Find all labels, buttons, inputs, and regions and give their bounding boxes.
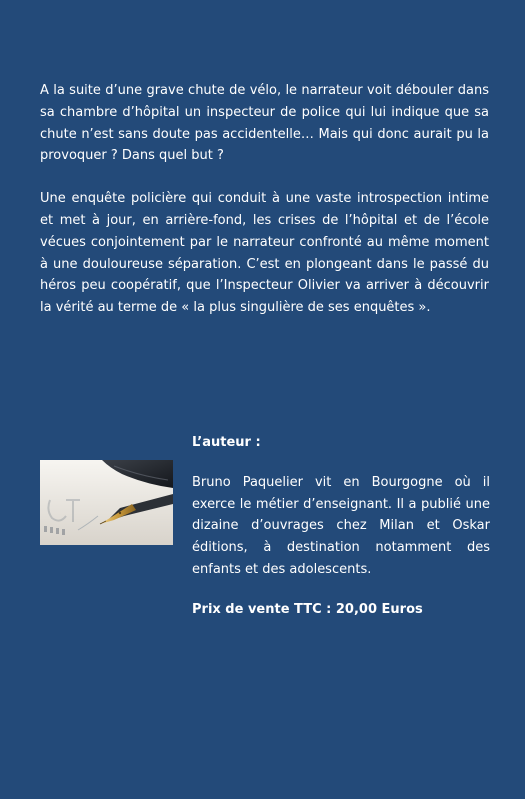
fountain-pen-icon <box>40 460 173 545</box>
author-photo <box>40 460 173 545</box>
price-label: Prix de vente TTC : 20,00 Euros <box>192 601 423 617</box>
synopsis-paragraph-2: Une enquête policière qui conduit à une vaste introspection intime et met à jour, en arrière-fond, les crises de l’hôpital et de l’école vécues conjointement par le narrateur confronté au même moment à une douloureuse séparation. C’est en plongeant dans le passé du héros peu coopératif, que l’Inspecteur Olivier va arriver à découvrir la vérité au terme de « la plus singulière de ses enquêtes ». <box>40 191 489 316</box>
author-heading: L’auteur : <box>192 435 261 450</box>
author-section <box>192 432 490 621</box>
synopsis-paragraph-1: A la suite d’une grave chute de vélo, le narrateur voit débouler dans sa chambre d’hôpital un inspecteur de police qui lui indique que sa chute n’est sans doute pas accidentelle… Mais qui donc aurait pu la provoquer ? Dans quel but ? <box>40 83 489 164</box>
author-bio: Bruno Paquelier vit en Bourgogne où il exerce le métier d’enseignant. Il a publié une dizaine d’ouvrages chez Milan et Oskar éditions, à destination notamment des enfants et des adolescents. <box>192 474 490 577</box>
synopsis <box>40 80 489 340</box>
